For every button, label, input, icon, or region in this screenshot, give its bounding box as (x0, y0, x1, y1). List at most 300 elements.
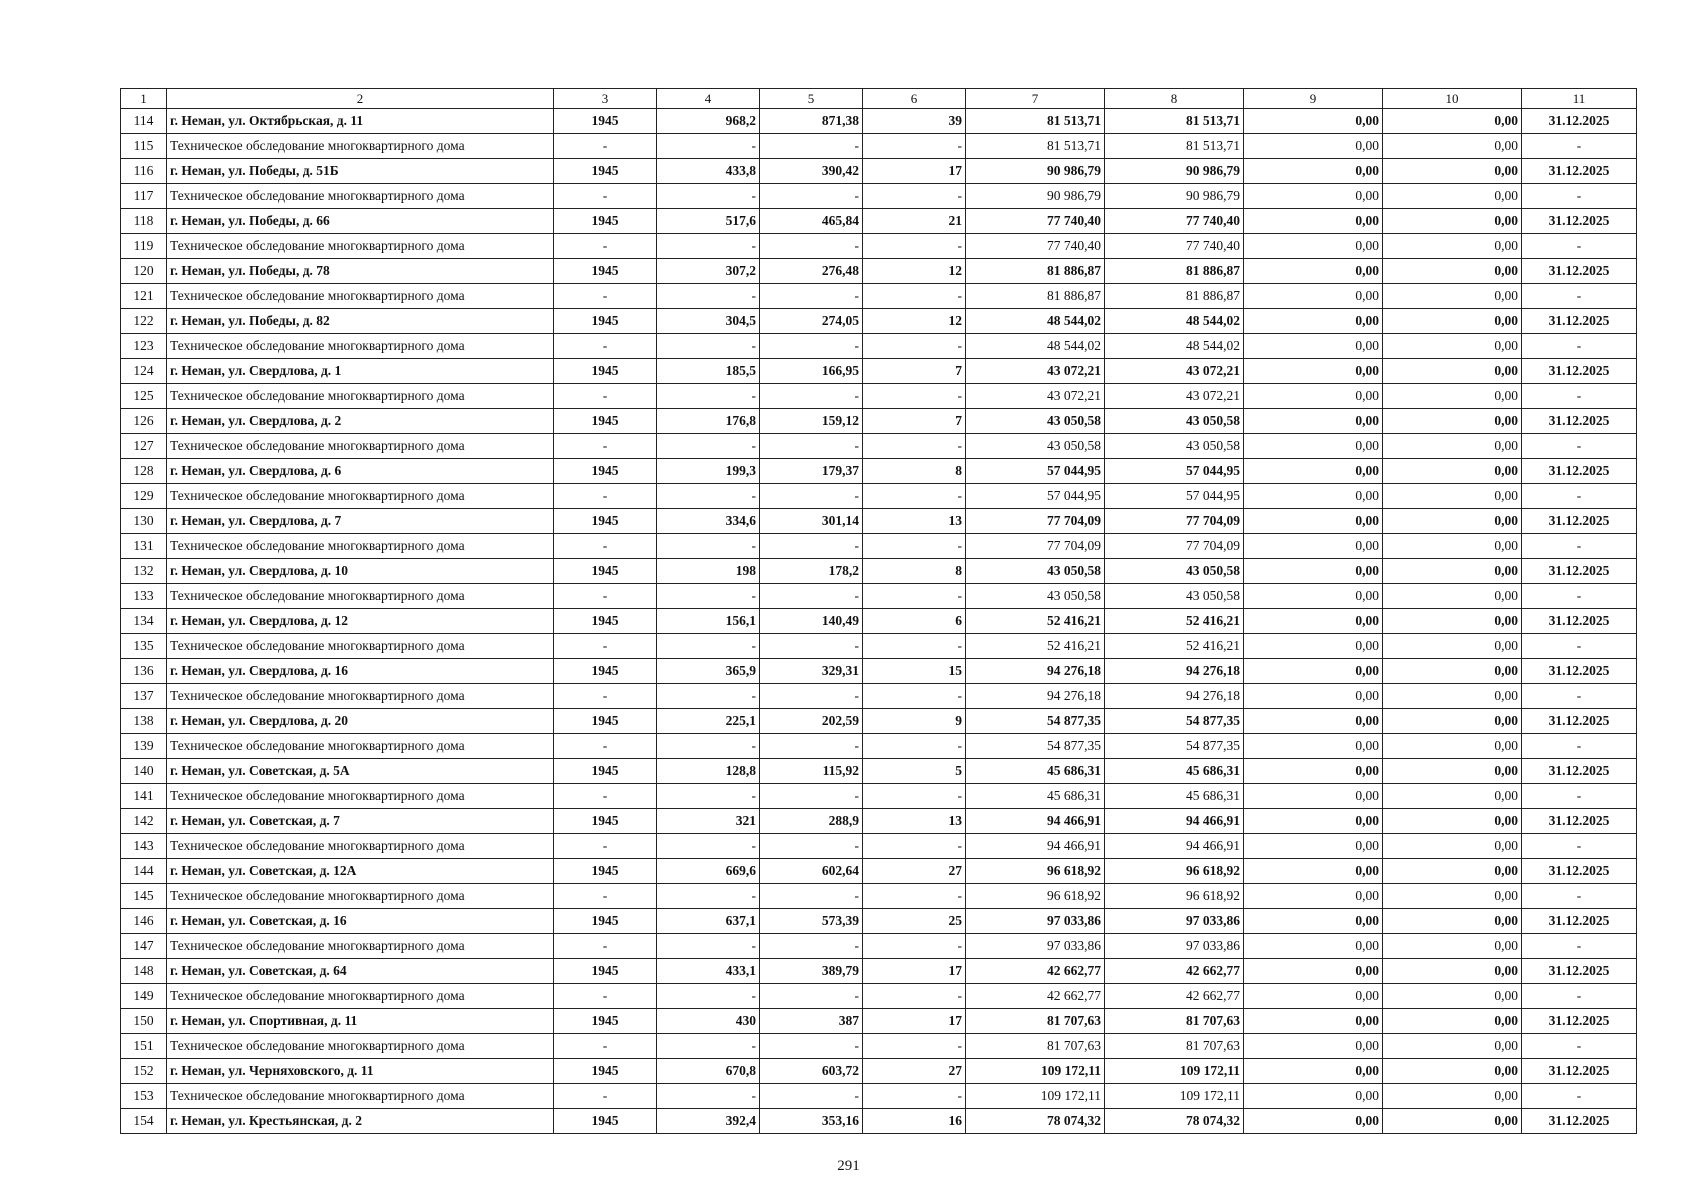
area-total-cell: 968,2 (657, 109, 760, 134)
area-total-cell: - (657, 584, 760, 609)
work-name-cell: г. Неман, ул. Советская, д. 12А (167, 859, 554, 884)
completion-date-cell: 31.12.2025 (1522, 259, 1637, 284)
row-number-cell: 141 (121, 784, 167, 809)
cost-budget-cell: 0,00 (1244, 959, 1383, 984)
cost-other-cell: 0,00 (1383, 134, 1522, 159)
work-row (121, 884, 1637, 909)
column-number-cell: 4 (657, 89, 760, 109)
cost-other-cell: 0,00 (1383, 684, 1522, 709)
residents-cell: - (863, 734, 966, 759)
cost-total-cell: 43 072,21 (966, 359, 1105, 384)
completion-date-cell: - (1522, 284, 1637, 309)
completion-date-cell: 31.12.2025 (1522, 459, 1637, 484)
cost-total-cell: 78 074,32 (966, 1109, 1105, 1134)
residents-cell: 25 (863, 909, 966, 934)
cost-fund-cell: 45 686,31 (1105, 759, 1244, 784)
completion-date-cell: - (1522, 884, 1637, 909)
building-row (121, 309, 1637, 334)
cost-other-cell: 0,00 (1383, 234, 1522, 259)
cost-budget-cell: 0,00 (1244, 409, 1383, 434)
row-number-cell: 152 (121, 1059, 167, 1084)
cost-fund-cell: 43 050,58 (1105, 584, 1244, 609)
cost-other-cell: 0,00 (1383, 909, 1522, 934)
area-total-cell: 307,2 (657, 259, 760, 284)
cost-fund-cell: 94 466,91 (1105, 809, 1244, 834)
completion-date-cell: - (1522, 934, 1637, 959)
cost-other-cell: 0,00 (1383, 884, 1522, 909)
residents-cell: 8 (863, 459, 966, 484)
area-living-cell: 115,92 (760, 759, 863, 784)
cost-budget-cell: 0,00 (1244, 634, 1383, 659)
cost-budget-cell: 0,00 (1244, 1009, 1383, 1034)
area-total-cell: - (657, 784, 760, 809)
cost-fund-cell: 48 544,02 (1105, 334, 1244, 359)
work-row (121, 284, 1637, 309)
cost-other-cell: 0,00 (1383, 609, 1522, 634)
cost-fund-cell: 52 416,21 (1105, 634, 1244, 659)
year-cell: 1945 (554, 509, 657, 534)
cost-total-cell: 90 986,79 (966, 184, 1105, 209)
work-name-cell: Техническое обследование многоквартирного дома (167, 334, 554, 359)
year-cell: 1945 (554, 459, 657, 484)
work-name-cell: г. Неман, ул. Крестьянская, д. 2 (167, 1109, 554, 1134)
year-cell: 1945 (554, 559, 657, 584)
work-name-cell: г. Неман, ул. Победы, д. 82 (167, 309, 554, 334)
area-total-cell: 199,3 (657, 459, 760, 484)
year-cell: 1945 (554, 1009, 657, 1034)
building-row (121, 1009, 1637, 1034)
cost-budget-cell: 0,00 (1244, 984, 1383, 1009)
area-living-cell: - (760, 734, 863, 759)
year-cell: 1945 (554, 259, 657, 284)
building-row (121, 209, 1637, 234)
year-cell: - (554, 184, 657, 209)
area-total-cell: 433,1 (657, 959, 760, 984)
work-row (121, 534, 1637, 559)
area-living-cell: 387 (760, 1009, 863, 1034)
residents-cell: 13 (863, 509, 966, 534)
cost-other-cell: 0,00 (1383, 159, 1522, 184)
work-name-cell: Техническое обследование многоквартирного дома (167, 734, 554, 759)
cost-fund-cell: 94 466,91 (1105, 834, 1244, 859)
cost-budget-cell: 0,00 (1244, 584, 1383, 609)
cost-other-cell: 0,00 (1383, 1059, 1522, 1084)
year-cell: - (554, 934, 657, 959)
cost-budget-cell: 0,00 (1244, 134, 1383, 159)
work-row (121, 684, 1637, 709)
work-name-cell: г. Неман, ул. Свердлова, д. 2 (167, 409, 554, 434)
column-number-cell: 8 (1105, 89, 1244, 109)
cost-total-cell: 45 686,31 (966, 759, 1105, 784)
cost-budget-cell: 0,00 (1244, 609, 1383, 634)
row-number-cell: 116 (121, 159, 167, 184)
cost-other-cell: 0,00 (1383, 984, 1522, 1009)
work-name-cell: Техническое обследование многоквартирного дома (167, 134, 554, 159)
cost-fund-cell: 52 416,21 (1105, 609, 1244, 634)
cost-other-cell: 0,00 (1383, 509, 1522, 534)
cost-total-cell: 43 050,58 (966, 584, 1105, 609)
area-total-cell: 128,8 (657, 759, 760, 784)
residents-cell: - (863, 1034, 966, 1059)
residents-cell: 7 (863, 409, 966, 434)
residents-cell: - (863, 1084, 966, 1109)
cost-total-cell: 81 886,87 (966, 259, 1105, 284)
row-number-cell: 114 (121, 109, 167, 134)
cost-total-cell: 81 707,63 (966, 1034, 1105, 1059)
cost-fund-cell: 42 662,77 (1105, 984, 1244, 1009)
row-number-cell: 133 (121, 584, 167, 609)
row-number-cell: 138 (121, 709, 167, 734)
area-living-cell: 871,38 (760, 109, 863, 134)
residents-cell: 7 (863, 359, 966, 384)
year-cell: - (554, 984, 657, 1009)
year-cell: - (554, 484, 657, 509)
building-row (121, 109, 1637, 134)
area-total-cell: - (657, 834, 760, 859)
cost-budget-cell: 0,00 (1244, 109, 1383, 134)
cost-budget-cell: 0,00 (1244, 859, 1383, 884)
area-total-cell: - (657, 534, 760, 559)
work-row (121, 984, 1637, 1009)
area-living-cell: 602,64 (760, 859, 863, 884)
cost-budget-cell: 0,00 (1244, 734, 1383, 759)
work-name-cell: Техническое обследование многоквартирного дома (167, 884, 554, 909)
area-total-cell: 669,6 (657, 859, 760, 884)
area-total-cell: 517,6 (657, 209, 760, 234)
cost-other-cell: 0,00 (1383, 809, 1522, 834)
area-living-cell: 603,72 (760, 1059, 863, 1084)
area-total-cell: - (657, 184, 760, 209)
area-total-cell: - (657, 384, 760, 409)
column-number-cell: 10 (1383, 89, 1522, 109)
residents-cell: - (863, 984, 966, 1009)
year-cell: - (554, 284, 657, 309)
row-number-cell: 153 (121, 1084, 167, 1109)
row-number-cell: 140 (121, 759, 167, 784)
row-number-cell: 144 (121, 859, 167, 884)
year-cell: - (554, 534, 657, 559)
completion-date-cell: 31.12.2025 (1522, 559, 1637, 584)
area-total-cell: 392,4 (657, 1109, 760, 1134)
completion-date-cell: - (1522, 534, 1637, 559)
cost-total-cell: 43 072,21 (966, 384, 1105, 409)
completion-date-cell: - (1522, 434, 1637, 459)
area-living-cell: 202,59 (760, 709, 863, 734)
cost-budget-cell: 0,00 (1244, 784, 1383, 809)
work-name-cell: г. Неман, ул. Свердлова, д. 12 (167, 609, 554, 634)
cost-other-cell: 0,00 (1383, 409, 1522, 434)
area-total-cell: - (657, 234, 760, 259)
cost-budget-cell: 0,00 (1244, 434, 1383, 459)
work-row (121, 734, 1637, 759)
cost-total-cell: 94 276,18 (966, 659, 1105, 684)
area-living-cell: 274,05 (760, 309, 863, 334)
year-cell: 1945 (554, 959, 657, 984)
completion-date-cell: 31.12.2025 (1522, 959, 1637, 984)
column-number-cell: 6 (863, 89, 966, 109)
area-total-cell: 334,6 (657, 509, 760, 534)
building-row (121, 409, 1637, 434)
year-cell: - (554, 784, 657, 809)
cost-other-cell: 0,00 (1383, 434, 1522, 459)
area-living-cell: - (760, 834, 863, 859)
cost-total-cell: 77 704,09 (966, 534, 1105, 559)
cost-total-cell: 77 740,40 (966, 209, 1105, 234)
building-row (121, 509, 1637, 534)
row-number-cell: 123 (121, 334, 167, 359)
residents-cell: - (863, 334, 966, 359)
residents-cell: - (863, 934, 966, 959)
work-name-cell: г. Неман, ул. Черняховского, д. 11 (167, 1059, 554, 1084)
residents-cell: - (863, 634, 966, 659)
cost-fund-cell: 43 050,58 (1105, 559, 1244, 584)
row-number-cell: 122 (121, 309, 167, 334)
building-row (121, 909, 1637, 934)
cost-other-cell: 0,00 (1383, 109, 1522, 134)
cost-budget-cell: 0,00 (1244, 184, 1383, 209)
cost-total-cell: 97 033,86 (966, 934, 1105, 959)
year-cell: - (554, 334, 657, 359)
residents-cell: - (863, 434, 966, 459)
cost-total-cell: 42 662,77 (966, 959, 1105, 984)
cost-total-cell: 43 050,58 (966, 559, 1105, 584)
cost-other-cell: 0,00 (1383, 184, 1522, 209)
area-total-cell: - (657, 984, 760, 1009)
work-name-cell: Техническое обследование многоквартирного дома (167, 434, 554, 459)
cost-fund-cell: 90 986,79 (1105, 184, 1244, 209)
area-living-cell: - (760, 384, 863, 409)
column-number-cell: 9 (1244, 89, 1383, 109)
year-cell: - (554, 684, 657, 709)
row-number-cell: 126 (121, 409, 167, 434)
work-row (121, 834, 1637, 859)
cost-budget-cell: 0,00 (1244, 384, 1383, 409)
cost-fund-cell: 42 662,77 (1105, 959, 1244, 984)
work-name-cell: г. Неман, ул. Советская, д. 7 (167, 809, 554, 834)
year-cell: 1945 (554, 659, 657, 684)
work-row (121, 334, 1637, 359)
cost-other-cell: 0,00 (1383, 384, 1522, 409)
row-number-cell: 136 (121, 659, 167, 684)
row-number-cell: 132 (121, 559, 167, 584)
cost-fund-cell: 96 618,92 (1105, 859, 1244, 884)
residents-cell: - (863, 684, 966, 709)
year-cell: 1945 (554, 359, 657, 384)
area-living-cell: - (760, 984, 863, 1009)
building-row (121, 459, 1637, 484)
row-number-cell: 115 (121, 134, 167, 159)
completion-date-cell: - (1522, 784, 1637, 809)
row-number-cell: 125 (121, 384, 167, 409)
cost-fund-cell: 77 704,09 (1105, 534, 1244, 559)
residents-cell: 6 (863, 609, 966, 634)
residents-cell: - (863, 384, 966, 409)
work-name-cell: г. Неман, ул. Советская, д. 5А (167, 759, 554, 784)
year-cell: 1945 (554, 109, 657, 134)
row-number-cell: 142 (121, 809, 167, 834)
cost-fund-cell: 48 544,02 (1105, 309, 1244, 334)
year-cell: 1945 (554, 609, 657, 634)
cost-fund-cell: 54 877,35 (1105, 734, 1244, 759)
residents-cell: 27 (863, 1059, 966, 1084)
building-row (121, 1109, 1637, 1134)
area-living-cell: - (760, 584, 863, 609)
area-total-cell: - (657, 1034, 760, 1059)
cost-other-cell: 0,00 (1383, 534, 1522, 559)
cost-other-cell: 0,00 (1383, 859, 1522, 884)
cost-budget-cell: 0,00 (1244, 284, 1383, 309)
row-number-cell: 128 (121, 459, 167, 484)
cost-fund-cell: 81 886,87 (1105, 284, 1244, 309)
row-number-cell: 149 (121, 984, 167, 1009)
column-number-cell: 2 (167, 89, 554, 109)
column-number-cell: 3 (554, 89, 657, 109)
year-cell: 1945 (554, 409, 657, 434)
cost-total-cell: 90 986,79 (966, 159, 1105, 184)
cost-other-cell: 0,00 (1383, 934, 1522, 959)
cost-total-cell: 57 044,95 (966, 459, 1105, 484)
residents-cell: 16 (863, 1109, 966, 1134)
area-total-cell: - (657, 284, 760, 309)
cost-total-cell: 43 050,58 (966, 434, 1105, 459)
cost-total-cell: 81 707,63 (966, 1009, 1105, 1034)
work-row (121, 134, 1637, 159)
work-name-cell: Техническое обследование многоквартирного дома (167, 1084, 554, 1109)
work-name-cell: Техническое обследование многоквартирного дома (167, 1034, 554, 1059)
cost-other-cell: 0,00 (1383, 559, 1522, 584)
row-number-cell: 134 (121, 609, 167, 634)
page-number: 291 (837, 1158, 860, 1174)
work-row (121, 1034, 1637, 1059)
area-total-cell: 321 (657, 809, 760, 834)
row-number-cell: 148 (121, 959, 167, 984)
residents-cell: - (863, 234, 966, 259)
year-cell: - (554, 434, 657, 459)
area-living-cell: 573,39 (760, 909, 863, 934)
cost-other-cell: 0,00 (1383, 709, 1522, 734)
completion-date-cell: - (1522, 234, 1637, 259)
cost-budget-cell: 0,00 (1244, 809, 1383, 834)
work-name-cell: Техническое обследование многоквартирного дома (167, 934, 554, 959)
completion-date-cell: 31.12.2025 (1522, 909, 1637, 934)
area-total-cell: - (657, 934, 760, 959)
completion-date-cell: - (1522, 684, 1637, 709)
work-name-cell: г. Неман, ул. Свердлова, д. 10 (167, 559, 554, 584)
area-total-cell: 156,1 (657, 609, 760, 634)
row-number-cell: 139 (121, 734, 167, 759)
column-number-cell: 11 (1522, 89, 1637, 109)
column-number-cell: 1 (121, 89, 167, 109)
cost-total-cell: 48 544,02 (966, 309, 1105, 334)
area-total-cell: - (657, 134, 760, 159)
cost-fund-cell: 81 707,63 (1105, 1009, 1244, 1034)
column-number-cell: 5 (760, 89, 863, 109)
residents-cell: 15 (863, 659, 966, 684)
year-cell: - (554, 134, 657, 159)
year-cell: - (554, 884, 657, 909)
row-number-cell: 154 (121, 1109, 167, 1134)
area-total-cell: - (657, 684, 760, 709)
completion-date-cell: - (1522, 484, 1637, 509)
column-number-row (121, 89, 1637, 109)
area-total-cell: - (657, 434, 760, 459)
column-number-cell: 7 (966, 89, 1105, 109)
cost-other-cell: 0,00 (1383, 1109, 1522, 1134)
cost-other-cell: 0,00 (1383, 1084, 1522, 1109)
cost-other-cell: 0,00 (1383, 584, 1522, 609)
area-total-cell: 185,5 (657, 359, 760, 384)
cost-fund-cell: 94 276,18 (1105, 659, 1244, 684)
area-living-cell: - (760, 684, 863, 709)
cost-budget-cell: 0,00 (1244, 1059, 1383, 1084)
building-row (121, 759, 1637, 784)
year-cell: - (554, 834, 657, 859)
row-number-cell: 117 (121, 184, 167, 209)
residents-cell: 12 (863, 309, 966, 334)
cost-total-cell: 81 513,71 (966, 134, 1105, 159)
area-living-cell: 178,2 (760, 559, 863, 584)
year-cell: 1945 (554, 159, 657, 184)
residents-cell: - (863, 534, 966, 559)
completion-date-cell: 31.12.2025 (1522, 659, 1637, 684)
building-row (121, 159, 1637, 184)
cost-fund-cell: 57 044,95 (1105, 484, 1244, 509)
building-row (121, 859, 1637, 884)
cost-total-cell: 96 618,92 (966, 884, 1105, 909)
row-number-cell: 119 (121, 234, 167, 259)
residents-cell: - (863, 834, 966, 859)
cost-fund-cell: 90 986,79 (1105, 159, 1244, 184)
completion-date-cell: - (1522, 134, 1637, 159)
area-living-cell: 390,42 (760, 159, 863, 184)
building-row (121, 1059, 1637, 1084)
work-name-cell: г. Неман, ул. Победы, д. 78 (167, 259, 554, 284)
residents-cell: 13 (863, 809, 966, 834)
cost-other-cell: 0,00 (1383, 1034, 1522, 1059)
cost-budget-cell: 0,00 (1244, 684, 1383, 709)
year-cell: 1945 (554, 859, 657, 884)
cost-fund-cell: 94 276,18 (1105, 684, 1244, 709)
row-number-cell: 150 (121, 1009, 167, 1034)
area-total-cell: 430 (657, 1009, 760, 1034)
cost-other-cell: 0,00 (1383, 209, 1522, 234)
work-row (121, 634, 1637, 659)
work-name-cell: г. Неман, ул. Спортивная, д. 11 (167, 1009, 554, 1034)
cost-total-cell: 81 513,71 (966, 109, 1105, 134)
residents-cell: 5 (863, 759, 966, 784)
row-number-cell: 118 (121, 209, 167, 234)
area-living-cell: - (760, 1034, 863, 1059)
cost-total-cell: 54 877,35 (966, 709, 1105, 734)
completion-date-cell: - (1522, 984, 1637, 1009)
row-number-cell: 146 (121, 909, 167, 934)
area-living-cell: - (760, 934, 863, 959)
cost-other-cell: 0,00 (1383, 459, 1522, 484)
cost-other-cell: 0,00 (1383, 309, 1522, 334)
row-number-cell: 143 (121, 834, 167, 859)
cost-fund-cell: 81 707,63 (1105, 1034, 1244, 1059)
work-name-cell: г. Неман, ул. Свердлова, д. 6 (167, 459, 554, 484)
cost-other-cell: 0,00 (1383, 634, 1522, 659)
cost-total-cell: 77 740,40 (966, 234, 1105, 259)
area-living-cell: 288,9 (760, 809, 863, 834)
year-cell: 1945 (554, 909, 657, 934)
cost-total-cell: 57 044,95 (966, 484, 1105, 509)
residents-cell: 21 (863, 209, 966, 234)
work-name-cell: г. Неман, ул. Свердлова, д. 1 (167, 359, 554, 384)
work-row (121, 484, 1637, 509)
building-row (121, 659, 1637, 684)
